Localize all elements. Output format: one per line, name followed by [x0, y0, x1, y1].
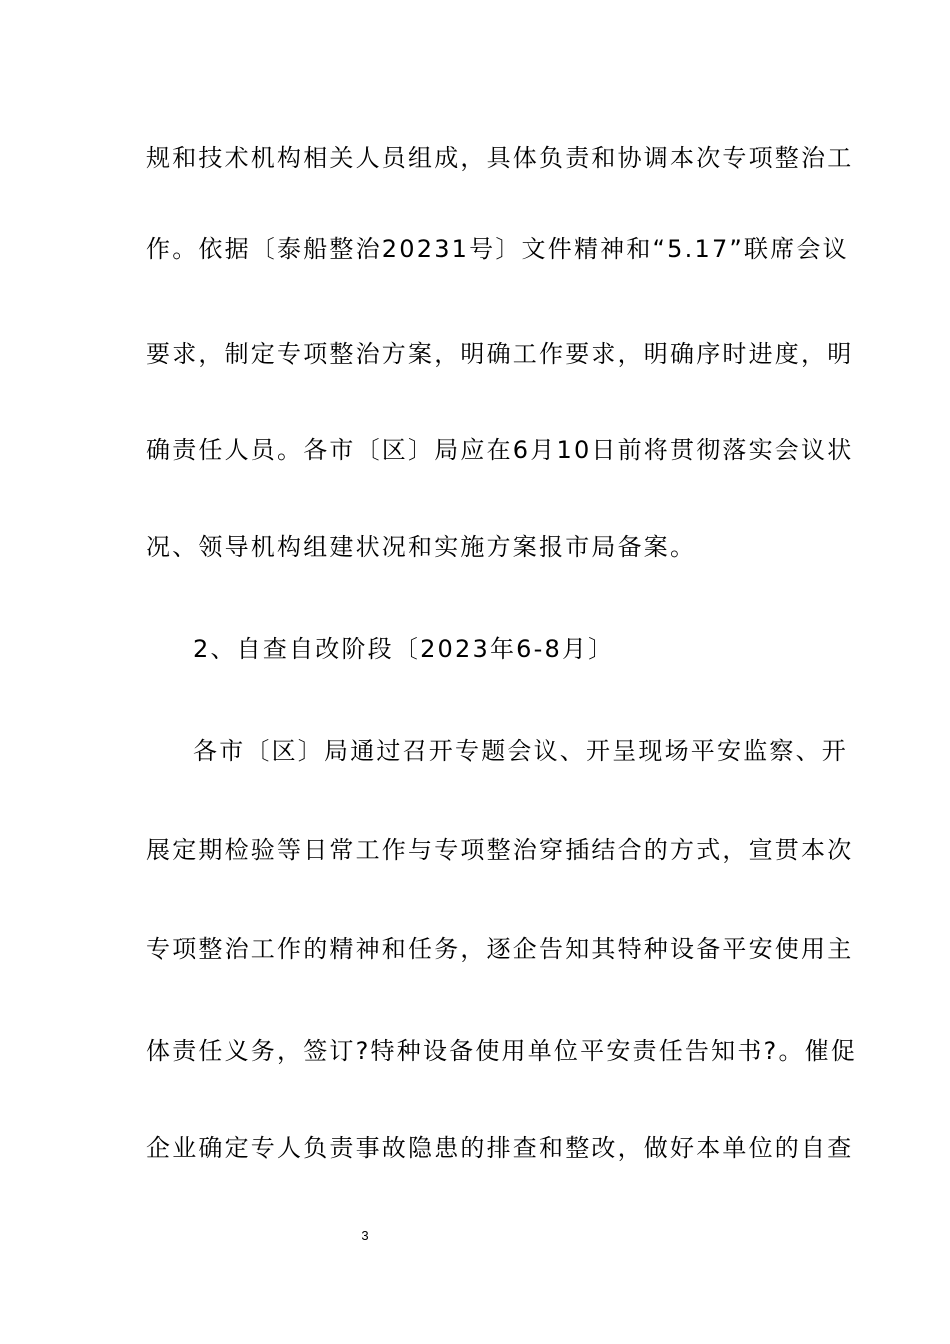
body-text-line: 要求，制定专项整治方案，明确工作要求，明确序时进度，明: [146, 340, 854, 368]
page-number: 3: [361, 1228, 369, 1243]
body-text-line: 企业确定专人负责事故隐患的排查和整改，做好本单位的自查: [146, 1134, 854, 1162]
body-text-line: 规和技术机构相关人员组成，具体负责和协调本次专项整治工: [146, 144, 854, 172]
body-text-line: 确责任人员。各市〔区〕局应在6月10日前将贯彻落实会议状: [146, 436, 854, 464]
body-text-line: 专项整治工作的精神和任务，逐企告知其特种设备平安使用主: [146, 935, 854, 963]
body-text-line: 各市〔区〕局通过召开专题会议、开呈现场平安监察、开: [193, 737, 848, 765]
body-text-line: 作。依据〔泰船整治20231号〕文件精神和“5.17”联席会议: [146, 235, 849, 263]
body-text-line: 体责任义务，签订?特种设备使用单位平安责任告知书?。催促: [146, 1037, 858, 1065]
body-text-line: 展定期检验等日常工作与专项整治穿插结合的方式，宣贯本次: [146, 836, 854, 864]
section-heading: 2、自查自改阶段〔2023年6-8月〕: [193, 635, 615, 663]
body-text-line: 况、领导机构组建状况和实施方案报市局备案。: [146, 533, 697, 561]
